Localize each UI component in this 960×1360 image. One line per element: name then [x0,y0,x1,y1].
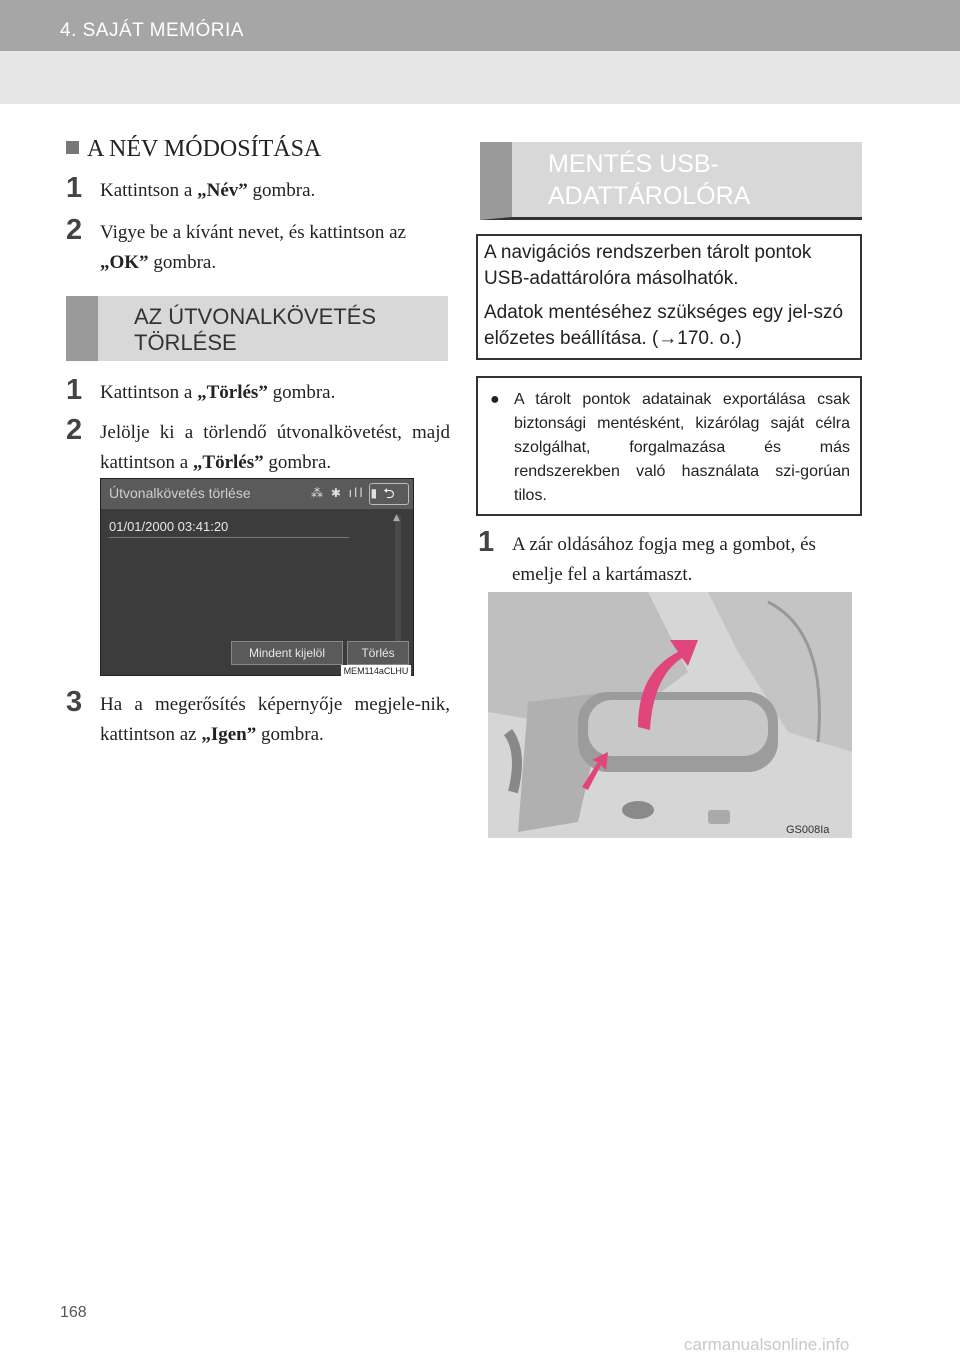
armrest-illustration [488,592,852,838]
section-box-title-text [548,148,750,212]
step-number: 2 [66,414,83,446]
step-text: gombra. [267,382,336,403]
step-c3 [66,686,450,750]
step-b1 [66,374,450,408]
select-all-button: Mindent kijelöl [231,641,343,665]
divider [109,537,349,538]
scrollbar [395,515,401,645]
step-text: gombra. [256,724,324,745]
route-entry-date: 01/01/2000 03:41:20 [109,519,229,534]
scroll-up-icon: ▲ [393,513,400,523]
chapter-title: 4. SAJÁT MEMÓRIA [60,20,244,41]
image-code: GS008Ia [786,824,830,836]
info-paragraph: A navigációs rendszerben tárolt pontok USB-adattárolóra másolhatók. [484,242,812,289]
step-text: Vigye be a kívánt nevet, és kattintson az [100,222,406,243]
image-code: MEM114aCLHU [341,665,411,677]
armrest-photo [488,592,852,838]
info-paragraph: Adatok mentéséhez szükséges egy jel-szó előzetes beállítása. (→170. o.) [484,302,844,349]
step-b2 [66,414,450,478]
step-text: Ha a megerősítés képernyője megjele-nik, kattintson az [100,694,450,745]
step-text: Kattintson a [100,180,198,201]
status-icons: ⁂ ✱ ıll ▮ [311,486,380,500]
title-line: TÖRLÉSE [134,330,237,355]
step-a2 [66,214,450,278]
info-box [476,234,862,360]
step-button-name: „Törlés” [197,382,268,403]
screen-image [100,478,414,676]
step-text: gombra. [247,180,316,201]
step-a1 [66,172,450,206]
section-heading-text: A NÉV MÓDOSÍTÁSA [87,136,322,162]
bullet-icon: ● [490,391,500,408]
step-number: 1 [66,172,83,204]
step-text: gombra. [263,452,332,473]
section-box-title-usb [480,142,862,220]
step-number: 3 [66,686,83,718]
watermark: carmanualsonline.info [684,1335,850,1354]
note-text: A tárolt pontok adatainak exportálása csak biztonsági mentésként, kizárólag saját célra szolgálhat, forgalmazása és más rendszerekben való használata szi-gorúan tilos. [514,391,850,504]
step-button-name: „Név” [197,180,248,201]
step-r1 [478,526,862,590]
step-button-name: „OK” [100,252,149,273]
page-number: 168 [60,1304,87,1321]
back-icon: ⮌ [369,483,409,505]
step-button-name: „Igen” [201,724,257,745]
delete-button: Törlés [347,641,409,665]
step-number: 1 [478,526,495,558]
step-number: 2 [66,214,83,246]
section-box-title [66,296,448,361]
step-text: Kattintson a [100,382,198,403]
step-button-name: „Törlés” [192,452,264,473]
title-line: ADATTÁROLÓRA [548,182,751,210]
note-box [476,376,862,516]
section-heading [66,136,321,163]
square-bullet-icon [66,141,79,154]
page-header [0,0,960,104]
step-number: 1 [66,374,83,406]
screen-title: Útvonalkövetés törlése [109,485,251,501]
step-text: gombra. [148,252,217,273]
section-box-title-text [134,304,376,356]
title-line: AZ ÚTVONALKÖVETÉS [134,304,377,329]
step-text: A zár oldásához fogja meg a gombot, és emelje fel a kartámaszt. [512,534,816,585]
step-text: Jelölje ki a törlendő útvonalkövetést, majd kattintson a [100,422,450,473]
title-line: MENTÉS USB- [548,150,719,178]
